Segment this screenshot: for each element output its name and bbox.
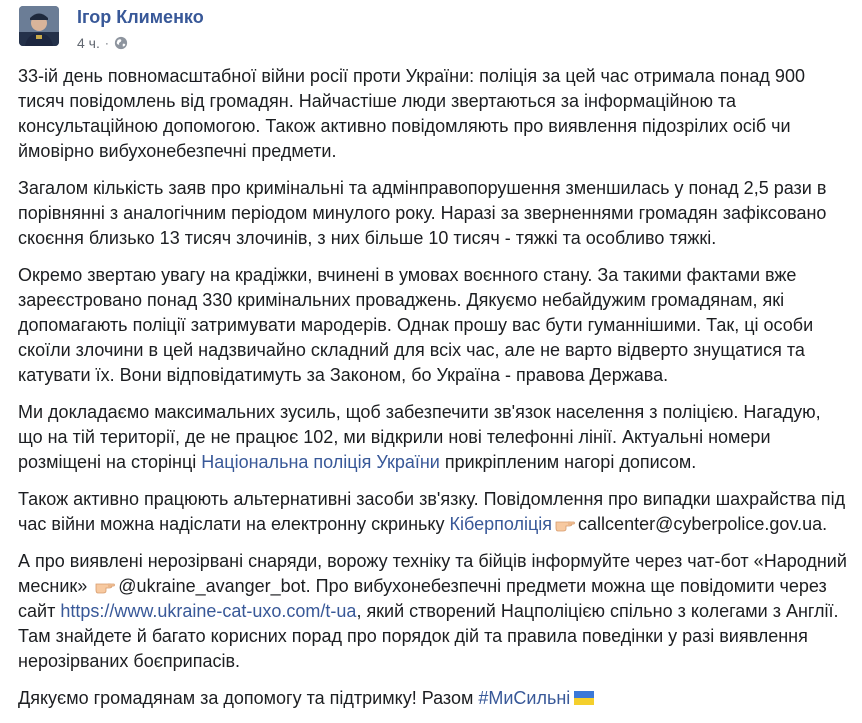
paragraph-7-text-a: Дякуємо громадянам за допомогу та підтримку! Разом — [18, 688, 479, 708]
uxo-site-link[interactable]: https://www.ukraine-cat-uxo.com/t-ua — [60, 601, 357, 621]
hashtag-link[interactable]: #МиСильні — [478, 688, 571, 708]
paragraph-6-text-a: А про виявлені нерозірвані снаряди, ворожу техніку та бійців інформуйте через чат-бот «Народний месник» — [18, 551, 847, 596]
pointing-hand-icon — [94, 578, 116, 594]
meta-separator: · — [104, 36, 109, 50]
paragraph-4-text-a: Ми докладаємо максимальних зусиль, щоб забезпечити зв'язок населення з поліцією. Нагадую, що на тій території, де не працює 102, ми відкрили нові телефонні лінії. Актуальні номери розміщені на сторінці — [18, 402, 821, 472]
post-body — [18, 64, 848, 723]
paragraph-6 — [18, 549, 848, 674]
cyberpolice-email: callcenter@cyberpolice.gov.ua. — [578, 514, 828, 534]
paragraph-5-text-a: Також активно працюють альтернативні засоби зв'язку. Повідомлення про випадки шахрайства під час війни можна надіслати на електронну скриньку — [18, 489, 846, 534]
paragraph-6-text-c: , який створений Нацполіцією спільно з колегами з Англії. Там знайдете й багато корисних порад про порядок дій та правила поведінки у разі виявлення нерозірваних боєприпасів. — [18, 601, 839, 671]
pointing-hand-icon — [554, 516, 576, 532]
paragraph-7 — [18, 686, 848, 711]
paragraph-2: Загалом кількість заяв про кримінальні та адмінправопорушення зменшилась у понад 2,5 рази в порівнянні з аналогічним періодом минулого року. Наразі за зверненнями громадян зафіксовано скоєння близько 13 тисяч злочинів, з них більше 10 тисяч - тяжкі та особливо тяжкі. — [18, 178, 827, 248]
ukraine-flag-icon — [574, 690, 594, 706]
post-time[interactable]: 4 ч. — [77, 35, 100, 51]
paragraph-4-text-b: прикріпленим нагорі дописом. — [439, 452, 697, 472]
author-name[interactable]: Ігор Клименко — [77, 7, 204, 27]
paragraph-6-text-b: @ukraine_avanger_bot. Про вибухонебезпечні предмети можна ще повідомити через сайт — [18, 576, 827, 621]
avatar-image — [19, 6, 59, 46]
police-page-link[interactable]: Національна поліція України — [201, 452, 440, 472]
cyberpolice-link[interactable]: Кіберполіція — [449, 514, 553, 534]
globe-icon[interactable] — [114, 36, 128, 50]
post-meta — [77, 35, 128, 51]
post-header — [19, 6, 819, 54]
paragraph-5 — [18, 487, 848, 537]
paragraph-4 — [18, 400, 848, 475]
paragraph-1: 33-ій день повномасштабної війни росії проти України: поліція за цей час отримала понад 900 тисяч повідомлень від громадян. Найчастіше люди звертаються за інформаційною та консультаційною допомогою. Також активно повідомляють про виявлення підозрілих осіб чи ймовірно вибухонебезпечні предмети. — [18, 66, 805, 161]
author-avatar[interactable] — [19, 6, 59, 46]
paragraph-3: Окремо звертаю увагу на крадіжки, вчинені в умовах воєнного стану. За такими фактами вже зареєстровано понад 330 кримінальних проваджень. Дякуємо небайдужим громадянам, які допомагають поліції затримувати мародерів. Однак прошу вас бути гуманнішими. Так, ці особи скоїли злочини в цей надзвичайно складний для всіх час, але не варто відверто знущатися та катувати їх. Вони відповідатимуть за Законом, бо Україна - правова Держава. — [18, 265, 814, 385]
